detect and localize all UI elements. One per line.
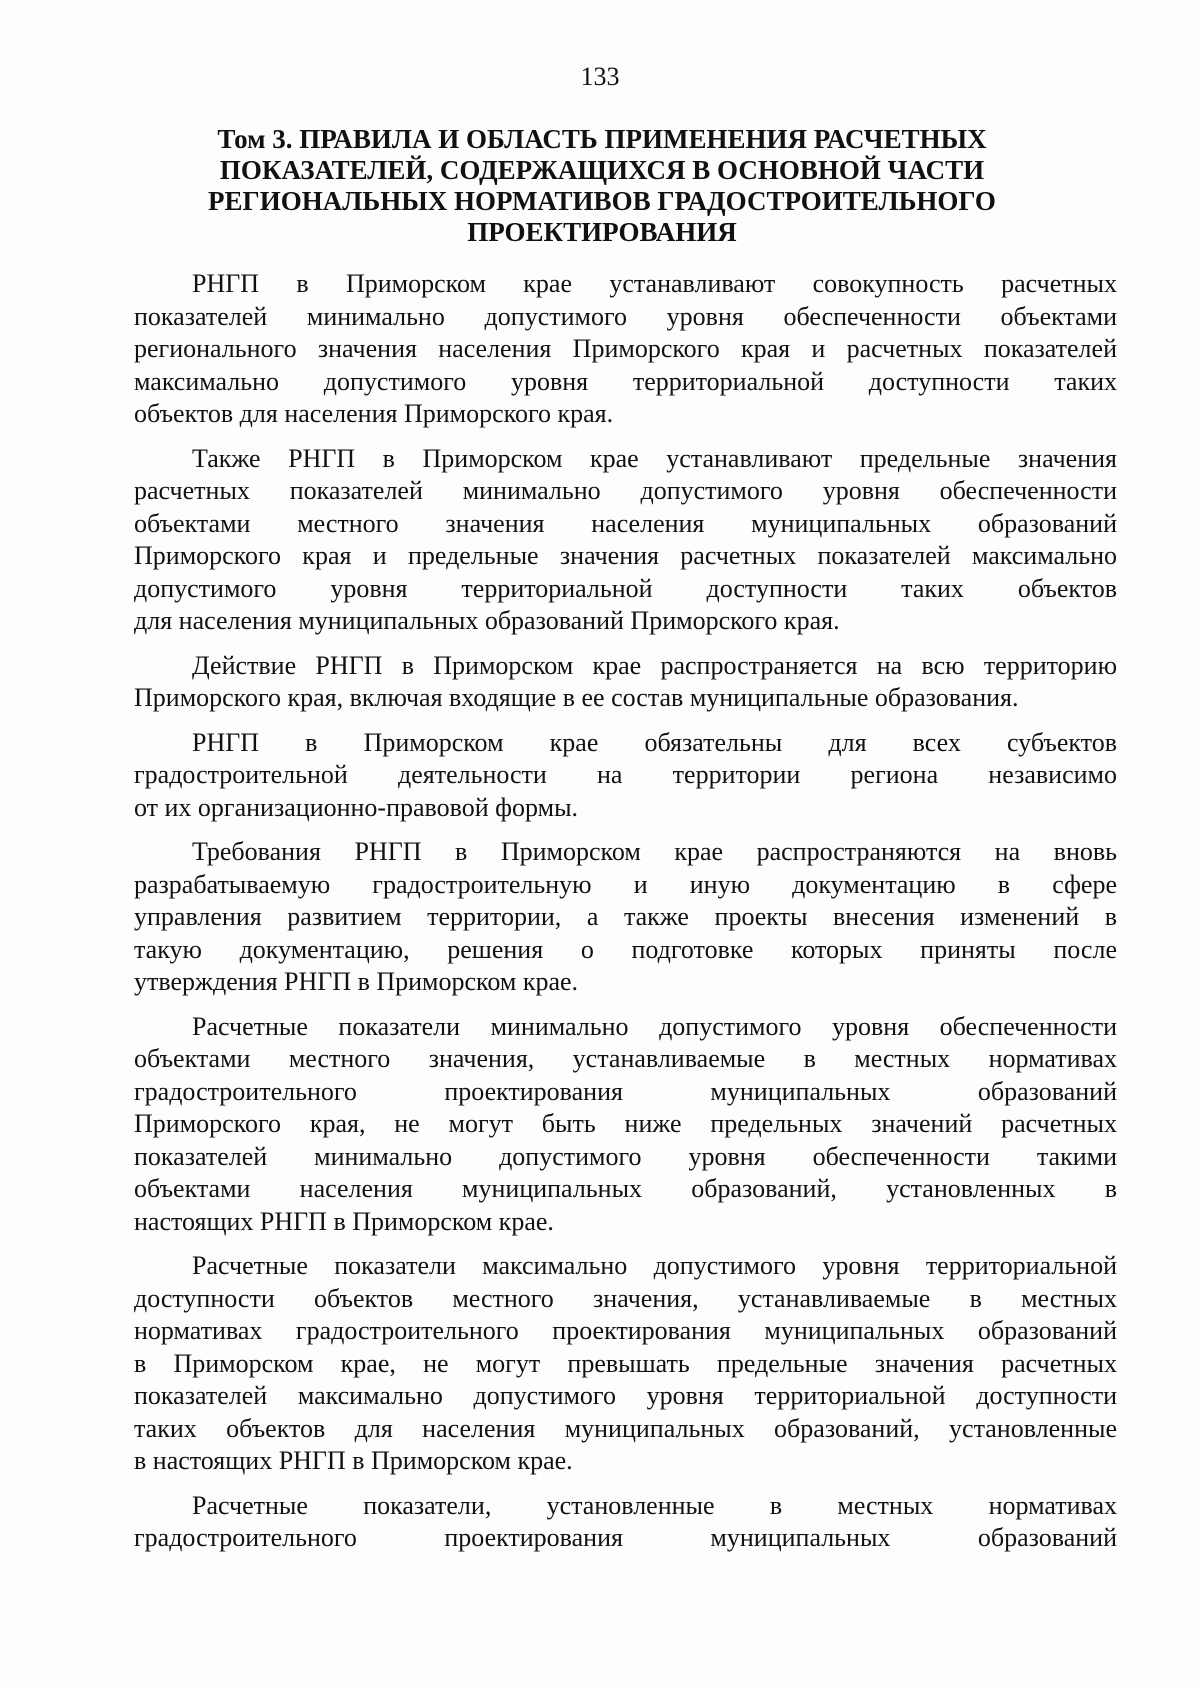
text-line: максимально допустимого уровня территориальной доступности таких [134,366,1117,396]
text-line: Приморского края, не могут быть ниже предельных значений расчетных [134,1109,1117,1138]
text-line: показателей минимально допустимого уровня обеспеченности такими [134,1141,1117,1171]
text-line: Приморского края и предельные значения расчетных показателей максимально [134,541,1117,570]
text-line: показателей максимально допустимого уровня территориальной доступности [134,1381,1117,1410]
text-line: градостроительной деятельности на территории региона независимо [134,760,1117,789]
text-line: Действие РНГП в Приморском крае распространяется на всю территорию [192,650,1117,680]
text-line: настоящих РНГП в Приморском крае. [134,1206,554,1236]
text-line: Расчетные показатели минимально допустимого уровня обеспеченности [192,1011,1117,1041]
text-line: Расчетные показатели максимально допустимого уровня территориальной [192,1251,1117,1280]
text-line: объектами населения муниципальных образований, установленных в [134,1174,1117,1203]
title-line: Том 3. ПРАВИЛА И ОБЛАСТЬ ПРИМЕНЕНИЯ РАСЧЕТНЫХ [217,124,987,154]
text-line: такую документацию, решения о подготовке которых приняты после [134,934,1117,964]
text-line: РНГП в Приморском крае устанавливают совокупность расчетных [192,269,1117,298]
body-text [134,268,1117,1567]
text-line: объектами местного значения, устанавливаемые в местных нормативах [134,1044,1117,1073]
paragraph [134,836,1117,999]
text-line: допустимого уровня территориальной доступности таких объектов [134,573,1117,603]
text-line: регионального значения населения Приморского края и расчетных показателей [134,334,1117,363]
text-line: управления развитием территории, а также проекты внесения изменений в [134,902,1117,931]
text-line: расчетных показателей минимально допустимого уровня обеспеченности [134,476,1117,505]
text-line: РНГП в Приморском крае обязательны для всех субъектов [192,727,1117,757]
text-line: объектов для населения Приморского края. [134,399,614,428]
text-line: разрабатываемую градостроительную и иную документацию в сфере [134,869,1117,899]
text-line: градостроительного проектирования муниципальных образований [134,1076,1117,1106]
title-line: ПОКАЗАТЕЛЕЙ, СОДЕРЖАЩИХСЯ В ОСНОВНОЙ ЧАСТИ [219,155,985,185]
paragraph [134,268,1117,431]
text-line: для населения муниципальных образований Приморского края. [134,606,840,635]
title-line: ПРОЕКТИРОВАНИЯ [467,217,737,247]
text-line: утверждения РНГП в Приморском крае. [134,967,579,996]
text-line: объектами местного значения населения муниципальных образований [134,508,1117,538]
text-line: показателей минимально допустимого уровня обеспеченности объектами [134,301,1117,331]
text-line: градостроительного проектирования муниципальных образований [134,1523,1117,1552]
text-line: в Приморском крае, не могут превышать предельные значения расчетных [134,1348,1117,1378]
volume-title [150,124,1054,248]
text-line: доступности объектов местного значения, устанавливаемые в местных [134,1283,1117,1313]
paragraph [134,650,1117,715]
paragraph [134,1490,1117,1555]
paragraph [134,1011,1117,1239]
title-line: РЕГИОНАЛЬНЫХ НОРМАТИВОВ ГРАДОСТРОИТЕЛЬНОГО [208,186,996,216]
text-line: Требования РНГП в Приморском крае распространяются на вновь [192,837,1117,866]
paragraph [134,727,1117,825]
paragraph [134,443,1117,638]
text-line: Также РНГП в Приморском крае устанавливают предельные значения [192,443,1117,473]
text-line: в настоящих РНГП в Приморском крае. [134,1446,573,1475]
page-number: 133 [580,62,620,91]
text-line: от их организационно-правовой формы. [134,792,579,822]
text-line: таких объектов для населения муниципальных образований, установленные [134,1413,1117,1443]
text-line: нормативах градостроительного проектирования муниципальных образований [134,1316,1117,1345]
text-line: Приморского края, включая входящие в ее состав муниципальные образования. [134,683,1019,712]
text-line: Расчетные показатели, установленные в местных нормативах [192,1490,1117,1520]
paragraph [134,1250,1117,1478]
